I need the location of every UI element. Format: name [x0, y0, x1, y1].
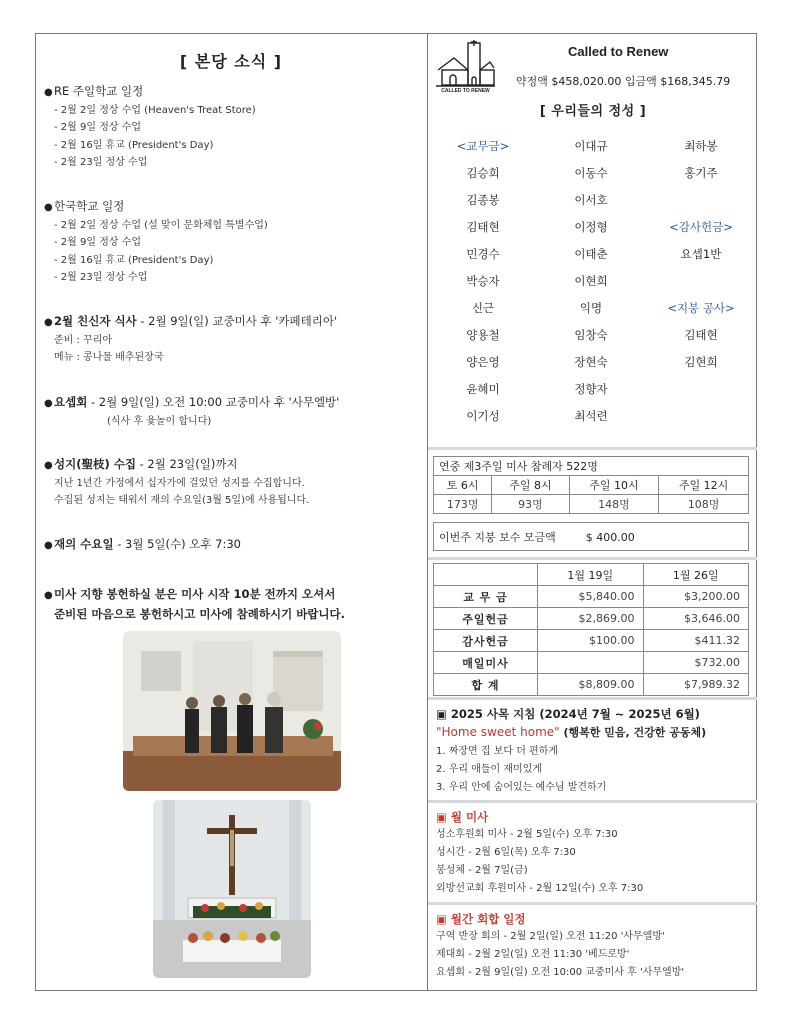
- names-row: [430, 402, 756, 429]
- donor-name: 양용철: [466, 327, 500, 342]
- list-item: 성시간 - 2월 6일(목) 오후 7:30: [436, 847, 576, 858]
- donor-name: 김태현: [684, 327, 718, 342]
- table-header: 주일 12시: [659, 476, 749, 495]
- table-header: 1월 26일: [643, 564, 749, 586]
- donor-name: 이태춘: [574, 246, 608, 261]
- donor-name: 민경수: [466, 246, 500, 261]
- palm-detail: - 2월 23일(일)까지: [135, 457, 238, 471]
- palm-section: [44, 456, 424, 509]
- table-cell: $100.00: [538, 630, 644, 652]
- section-separator: [428, 697, 757, 700]
- meal-section: [44, 313, 424, 366]
- list-item: 2. 우리 애들이 재미있게: [436, 764, 543, 775]
- pledge-summary: 약정액 $458,020.00 입금액 $168,345.79: [516, 75, 731, 88]
- list-item: 제대회 - 2월 2일(일) 오전 11:30 '베드로방': [436, 949, 630, 960]
- names-row: [430, 348, 756, 375]
- joseph-section: [44, 394, 424, 430]
- korean-school-section: [44, 198, 424, 287]
- list-item: 3. 우리 안에 숨어있는 예수님 발견하기: [436, 782, 607, 793]
- list-item: 요셉회 - 2월 9일(일) 오전 10:00 교중미사 후 '사무엘방': [436, 967, 685, 978]
- category-label: <교무금>: [456, 138, 510, 153]
- list-item: - 2월 23일 정상 수업: [54, 272, 148, 284]
- table-row: [434, 586, 749, 608]
- row-label: 매일미사: [434, 652, 538, 674]
- called-to-renew-title: Called to Renew: [568, 44, 669, 59]
- joseph-detail: - 2월 9일(일) 오전 10:00 교중미사 후 '사무엘방': [87, 395, 340, 409]
- table-cell: [538, 652, 644, 674]
- names-row: [430, 375, 756, 402]
- monthly-mass-heading: ▣ 월 미사: [436, 810, 489, 824]
- table-row: [434, 652, 749, 674]
- table-row: [434, 457, 749, 476]
- donor-names: [430, 132, 756, 429]
- row-label: 주일헌금: [434, 608, 538, 630]
- bullet-icon: ●: [44, 202, 53, 213]
- attendance-title: 연중 제3주일 미사 참례자 522명: [434, 457, 749, 476]
- table-cell: $7,989.32: [643, 674, 749, 696]
- donor-name: 이기성: [466, 408, 500, 423]
- table-cell: 148명: [569, 495, 659, 514]
- logo-caption: CALLED TO RENEW: [441, 88, 490, 94]
- parish-news-title: [ 본당 소식 ]: [179, 52, 283, 71]
- pastoral-theme: "Home sweet home": [436, 725, 560, 739]
- closing-line-1: 미사 지향 봉헌하실 분은 미사 시작 10분 전까지 오셔서: [54, 587, 336, 601]
- table-header: 주일 8시: [492, 476, 569, 495]
- donor-name: 최하봉: [684, 138, 718, 153]
- table-cell: $411.32: [643, 630, 749, 652]
- table-row: [434, 674, 749, 696]
- table-header: 1월 19일: [538, 564, 644, 586]
- pastoral-theme-sub: (행복한 믿음, 건강한 공동체): [559, 726, 707, 739]
- bullet-icon: ●: [44, 317, 53, 328]
- bullet-icon: ●: [44, 590, 53, 601]
- names-row: [430, 132, 756, 159]
- row-label: 교 무 금: [434, 586, 538, 608]
- list-item: - 2월 23일 정상 수업: [54, 157, 148, 169]
- section-separator: [428, 447, 757, 450]
- table-cell: 108명: [659, 495, 749, 514]
- donor-name: 이동수: [574, 165, 608, 180]
- meal-heading: 2월 친신자 식사: [54, 314, 137, 328]
- altar-prayer-photo: [123, 631, 341, 791]
- table-cell: $732.00: [643, 652, 749, 674]
- donor-name: 이서호: [574, 192, 608, 207]
- donor-name: 이정형: [574, 219, 608, 234]
- bullet-icon: ●: [44, 460, 53, 471]
- list-item: - 2월 16일 휴교 (President's Day): [54, 139, 214, 151]
- mass-intention-notice: [44, 585, 424, 624]
- list-item: - 2월 9일 정상 수업: [54, 122, 142, 134]
- joseph-heading: 요셉회: [54, 395, 88, 409]
- table-header: 주일 10시: [569, 476, 659, 495]
- list-item: - 2월 2일 정상 수업 (설 맞이 문화체험 특별수업): [54, 219, 268, 231]
- table-cell: $2,869.00: [538, 608, 644, 630]
- category-label: <지붕 공사>: [667, 300, 735, 315]
- table-cell: 93명: [492, 495, 569, 514]
- names-row: [430, 321, 756, 348]
- bullet-icon: ●: [44, 398, 53, 409]
- table-cell: $8,809.00: [538, 674, 644, 696]
- donor-name: 양은영: [466, 354, 500, 369]
- table-row: [434, 630, 749, 652]
- donor-name: 임창숙: [574, 327, 608, 342]
- palm-heading: 성지(聖枝) 수집: [54, 457, 136, 471]
- donor-name: 요셉1반: [680, 246, 722, 261]
- re-school-section: [44, 83, 424, 172]
- table-header: 토 6시: [434, 476, 492, 495]
- row-label: 합 계: [434, 674, 538, 696]
- roof-fund-amount: $ 400.00: [585, 531, 635, 544]
- section-separator: [428, 800, 757, 803]
- donor-name: 정향자: [574, 381, 608, 396]
- ash-heading: 재의 수요일: [54, 537, 114, 551]
- names-row: [430, 240, 756, 267]
- names-row: [430, 213, 756, 240]
- names-row: [430, 294, 756, 321]
- donor-name: 홍기주: [684, 165, 718, 180]
- pastoral-heading: ▣ 2025 사목 지침 (2024년 7월 ~ 2025년 6월): [436, 707, 700, 721]
- donor-name: 김현희: [684, 354, 718, 369]
- monthly-meetings: [436, 910, 754, 982]
- donor-name: 이대규: [574, 138, 608, 153]
- korean-school-heading: 한국학교 일정: [54, 199, 125, 213]
- table-row: [434, 564, 749, 586]
- list-item: - 2월 9일 정상 수업: [54, 237, 142, 249]
- bullet-icon: ●: [44, 87, 53, 98]
- donor-name: 김종봉: [466, 192, 500, 207]
- palm-line-1: 지난 1년간 가정에서 십자가에 걸었던 성지를 수집합니다.: [54, 477, 305, 489]
- joseph-note: (식사 후 윷놀이 합니다): [107, 415, 212, 427]
- table-cell: 173명: [434, 495, 492, 514]
- parish-news-column: [35, 33, 427, 991]
- bullet-icon: ●: [44, 540, 53, 551]
- list-item: - 2월 16일 휴교 (President's Day): [54, 254, 214, 266]
- names-row: [430, 186, 756, 213]
- crucifix-altar-illustration: [153, 800, 311, 978]
- column-divider: [427, 33, 428, 991]
- meal-detail: - 2월 9일(일) 교중미사 후 '카페테리아': [136, 314, 338, 328]
- monthly-mass: [436, 808, 754, 898]
- list-item: - 2월 2일 정상 수업 (Heaven's Treat Store): [54, 104, 256, 116]
- pastoral-guideline: [436, 705, 754, 797]
- list-item: 외방선교회 후원미사 - 2월 12일(수) 오후 7:30: [436, 883, 644, 894]
- donor-name: 김태현: [466, 219, 500, 234]
- finance-table: [433, 563, 749, 696]
- ash-detail: - 3월 5일(수) 오후 7:30: [113, 537, 241, 551]
- section-separator: [428, 902, 757, 905]
- list-item: 1. 짜장면 집 보다 더 편하게: [436, 746, 559, 757]
- altar-prayer-illustration: [123, 631, 341, 791]
- ash-wednesday-section: [44, 536, 424, 555]
- called-to-renew-logo: [434, 40, 497, 98]
- donor-name: 이현희: [574, 273, 608, 288]
- re-school-heading: RE 주일학교 일정: [54, 84, 144, 98]
- palm-line-2: 수집된 성지는 태워서 재의 수요일(3월 5일)에 사용됩니다.: [54, 494, 310, 506]
- names-row: [430, 159, 756, 186]
- donor-name: 윤혜미: [466, 381, 500, 396]
- row-label: 감사헌금: [434, 630, 538, 652]
- monthly-meetings-heading: ▣ 월간 회합 일정: [436, 912, 526, 926]
- closing-line-2: 준비된 마음으로 봉헌하시고 미사에 참례하시기 바랍니다.: [54, 607, 346, 621]
- list-item: 봉성체 - 2월 7일(금): [436, 865, 528, 876]
- meal-prep: 준비 : 꾸리아: [54, 334, 113, 346]
- donor-name: 최석련: [574, 408, 608, 423]
- crucifix-altar-photo: [153, 800, 311, 978]
- names-row: [430, 267, 756, 294]
- meal-menu: 메뉴 : 콩나물 배추된장국: [54, 351, 164, 363]
- offerings-title: [ 우리들의 정성 ]: [539, 104, 647, 119]
- category-label: <감사헌금>: [669, 219, 733, 234]
- donor-name: 김승희: [466, 165, 500, 180]
- table-row: [434, 608, 749, 630]
- table-cell: $3,200.00: [643, 586, 749, 608]
- donor-name: 박승자: [466, 273, 500, 288]
- section-separator: [428, 557, 757, 560]
- attendance-table: [433, 456, 749, 514]
- roof-fund-box: [433, 522, 749, 551]
- table-row: [434, 495, 749, 514]
- list-item: 구역 반장 회의 - 2월 2일(일) 오전 11:20 '사무엘방': [436, 931, 665, 942]
- donor-name: 신근: [471, 300, 495, 315]
- table-cell: $3,646.00: [643, 608, 749, 630]
- table-cell: $5,840.00: [538, 586, 644, 608]
- donor-name: 익명: [579, 300, 603, 315]
- table-row: [434, 476, 749, 495]
- roof-fund-label: 이번주 지붕 보수 모금액: [439, 531, 556, 544]
- list-item: 성소후원회 미사 - 2월 5일(수) 오후 7:30: [436, 829, 618, 840]
- donor-name: 장현숙: [574, 354, 608, 369]
